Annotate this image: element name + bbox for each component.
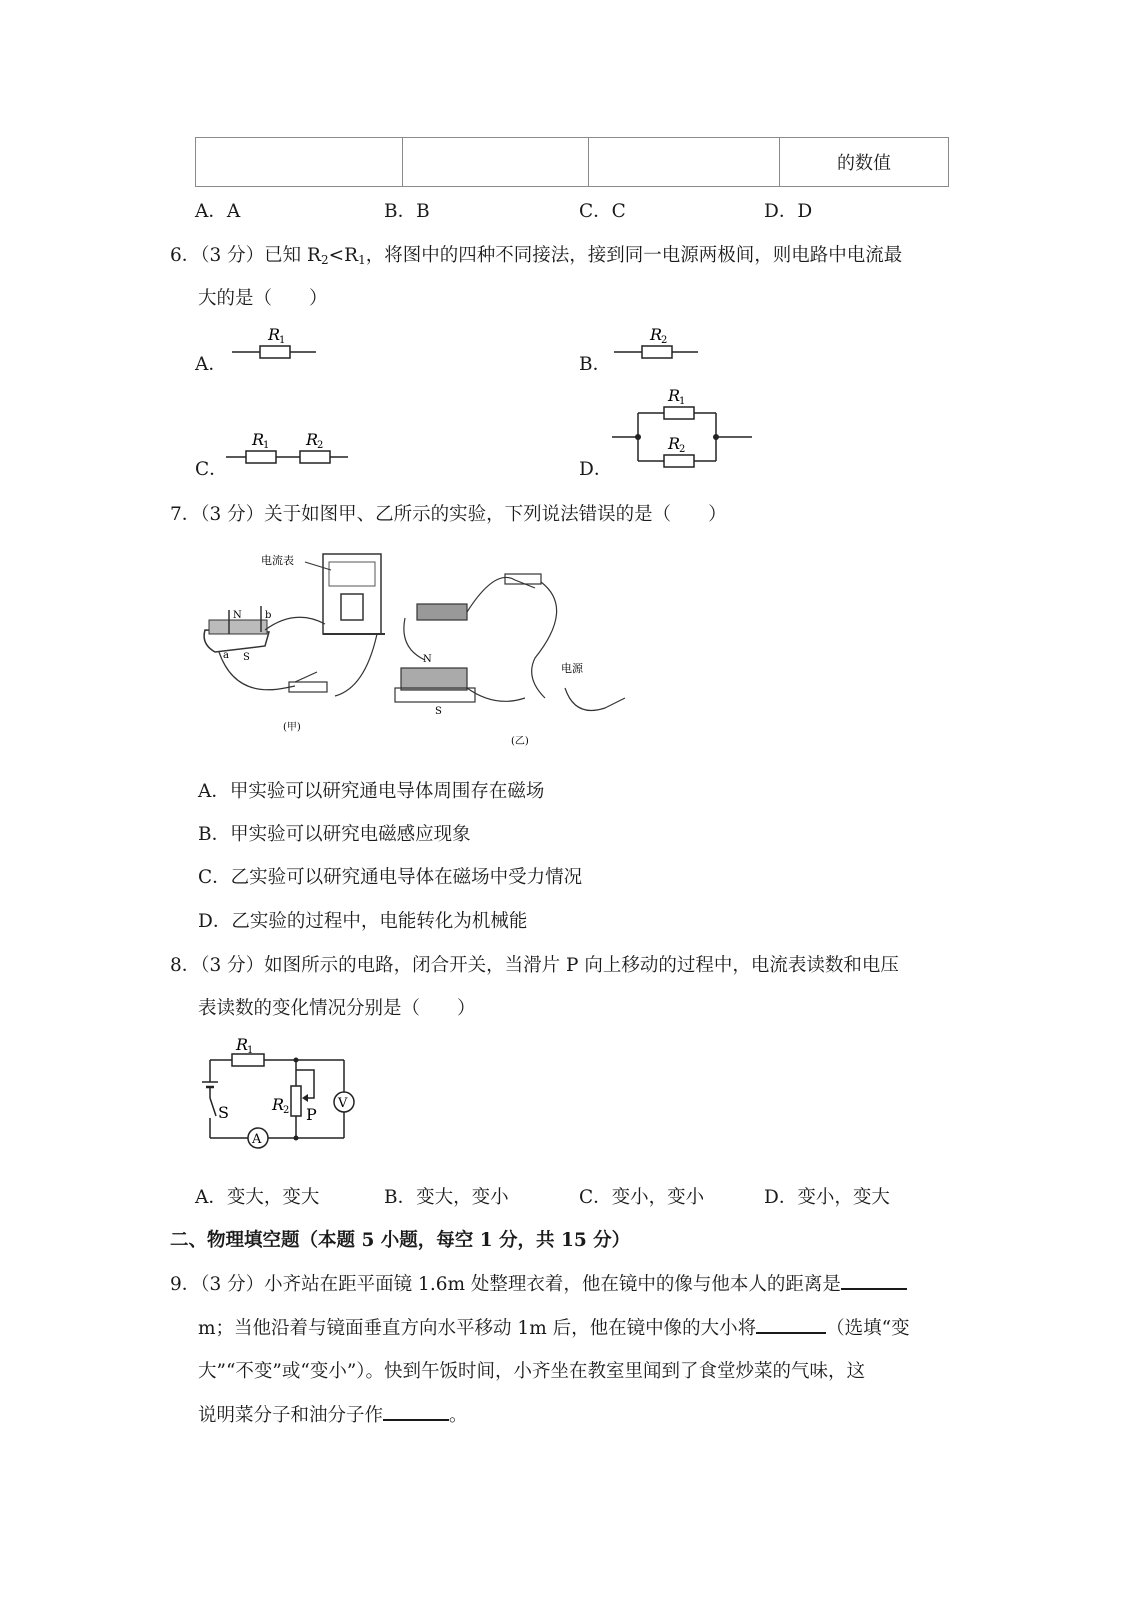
q9-line4: 说明菜分子和油分子作 。 bbox=[198, 1401, 468, 1427]
answer-blank[interactable] bbox=[841, 1270, 907, 1290]
table-cell: 的数值 bbox=[780, 138, 949, 187]
svg-text:2: 2 bbox=[661, 335, 668, 346]
q8-stem-line2: 表读数的变化情况分别是（ ） bbox=[198, 998, 476, 1019]
q6-circuit-c bbox=[224, 427, 354, 467]
svg-text:2: 2 bbox=[283, 1105, 290, 1116]
svg-text:1: 1 bbox=[279, 335, 286, 346]
svg-text:R: R bbox=[668, 434, 681, 453]
q9-line3: 大”“不变”或“变小”）。快到午饭时间，小齐坐在教室里闻到了食堂炒菜的气味，这 bbox=[198, 1361, 866, 1382]
answer-blank[interactable] bbox=[383, 1401, 449, 1421]
q6-stem-line2: 大的是（ ） bbox=[198, 288, 328, 309]
q6-circuit-a bbox=[230, 322, 320, 362]
table-cell bbox=[403, 138, 589, 187]
q5-option-a: A．A bbox=[195, 201, 241, 222]
q6-option-a-label: A． bbox=[195, 354, 227, 375]
svg-text:b: b bbox=[265, 610, 272, 621]
svg-text:(乙): (乙) bbox=[511, 736, 529, 747]
svg-text:V: V bbox=[338, 1096, 348, 1111]
svg-text:电流表: 电流表 bbox=[261, 554, 294, 567]
answer-blank[interactable] bbox=[756, 1314, 826, 1334]
svg-text:1: 1 bbox=[247, 1045, 254, 1056]
q9-line1: 9．（3 分）小齐站在距平面镜 1.6m 处整理衣着，他在镜中的像与他本人的距离是 bbox=[170, 1270, 907, 1296]
svg-text:R: R bbox=[306, 430, 319, 449]
q9-line2: m；当他沿着与镜面垂直方向水平移动 1m 后，他在镜中像的大小将 （选填“变 bbox=[198, 1314, 910, 1340]
svg-text:2: 2 bbox=[679, 444, 686, 455]
svg-text:N: N bbox=[233, 610, 242, 621]
q8-stem-line1: 8．（3 分）如图所示的电路，闭合开关，当滑片 P 向上移动的过程中，电流表读数和电压 bbox=[170, 955, 899, 976]
svg-text:R: R bbox=[668, 386, 681, 405]
q6-circuit-b bbox=[612, 322, 702, 362]
section-heading: 二、物理填空题（本题 5 小题，每空 1 分，共 15 分） bbox=[170, 1230, 631, 1251]
svg-text:S: S bbox=[243, 652, 250, 663]
svg-text:R: R bbox=[252, 430, 265, 449]
svg-text:A: A bbox=[252, 1132, 262, 1147]
q5-option-d: D．D bbox=[764, 201, 813, 222]
svg-text:S: S bbox=[218, 1103, 229, 1122]
q5-option-b: B．B bbox=[384, 201, 430, 222]
svg-text:2: 2 bbox=[317, 440, 324, 451]
answer-table bbox=[195, 137, 949, 187]
svg-text:S: S bbox=[435, 706, 442, 717]
q7-option-b: B．甲实验可以研究电磁感应现象 bbox=[198, 824, 471, 845]
svg-text:N: N bbox=[423, 654, 432, 665]
q7-stem: 7．（3 分）关于如图甲、乙所示的实验，下列说法错误的是（ ） bbox=[170, 504, 727, 525]
q6-option-b-label: B． bbox=[579, 354, 612, 375]
table-cell bbox=[196, 138, 403, 187]
svg-text:a: a bbox=[223, 650, 229, 661]
svg-text:P: P bbox=[306, 1105, 317, 1124]
svg-text:R: R bbox=[268, 325, 281, 344]
svg-text:R: R bbox=[272, 1095, 285, 1114]
q8-option-b: B．变大，变小 bbox=[384, 1187, 509, 1208]
q8-option-a: A．变大，变大 bbox=[195, 1187, 320, 1208]
q6-circuit-d bbox=[608, 385, 758, 470]
svg-text:R: R bbox=[650, 325, 663, 344]
q7-experiment-figure bbox=[195, 548, 650, 748]
q6-option-c-label: C． bbox=[195, 459, 228, 480]
q6-stem-line1: 6．（3 分）已知 $R_2<R_1$，将图中的四种不同接法，接到同一电源两极间，则电路中电流最 bbox=[170, 245, 903, 267]
q8-option-d: D．变小，变大 bbox=[764, 1187, 890, 1208]
table-cell bbox=[589, 138, 780, 187]
svg-text:电源: 电源 bbox=[561, 662, 583, 675]
q7-option-d: D．乙实验的过程中，电能转化为机械能 bbox=[198, 911, 528, 932]
svg-text:1: 1 bbox=[679, 396, 686, 407]
svg-text:1: 1 bbox=[263, 440, 270, 451]
q7-option-a: A．甲实验可以研究通电导体周围存在磁场 bbox=[198, 781, 545, 802]
q7-option-c: C．乙实验可以研究通电导体在磁场中受力情况 bbox=[198, 867, 583, 888]
q8-circuit-figure bbox=[196, 1034, 366, 1159]
q5-option-c: C．C bbox=[579, 201, 626, 222]
svg-text:R: R bbox=[236, 1035, 249, 1054]
q8-option-c: C．变小，变小 bbox=[579, 1187, 705, 1208]
svg-text:(甲): (甲) bbox=[283, 722, 301, 733]
q6-option-d-label: D． bbox=[579, 459, 613, 480]
